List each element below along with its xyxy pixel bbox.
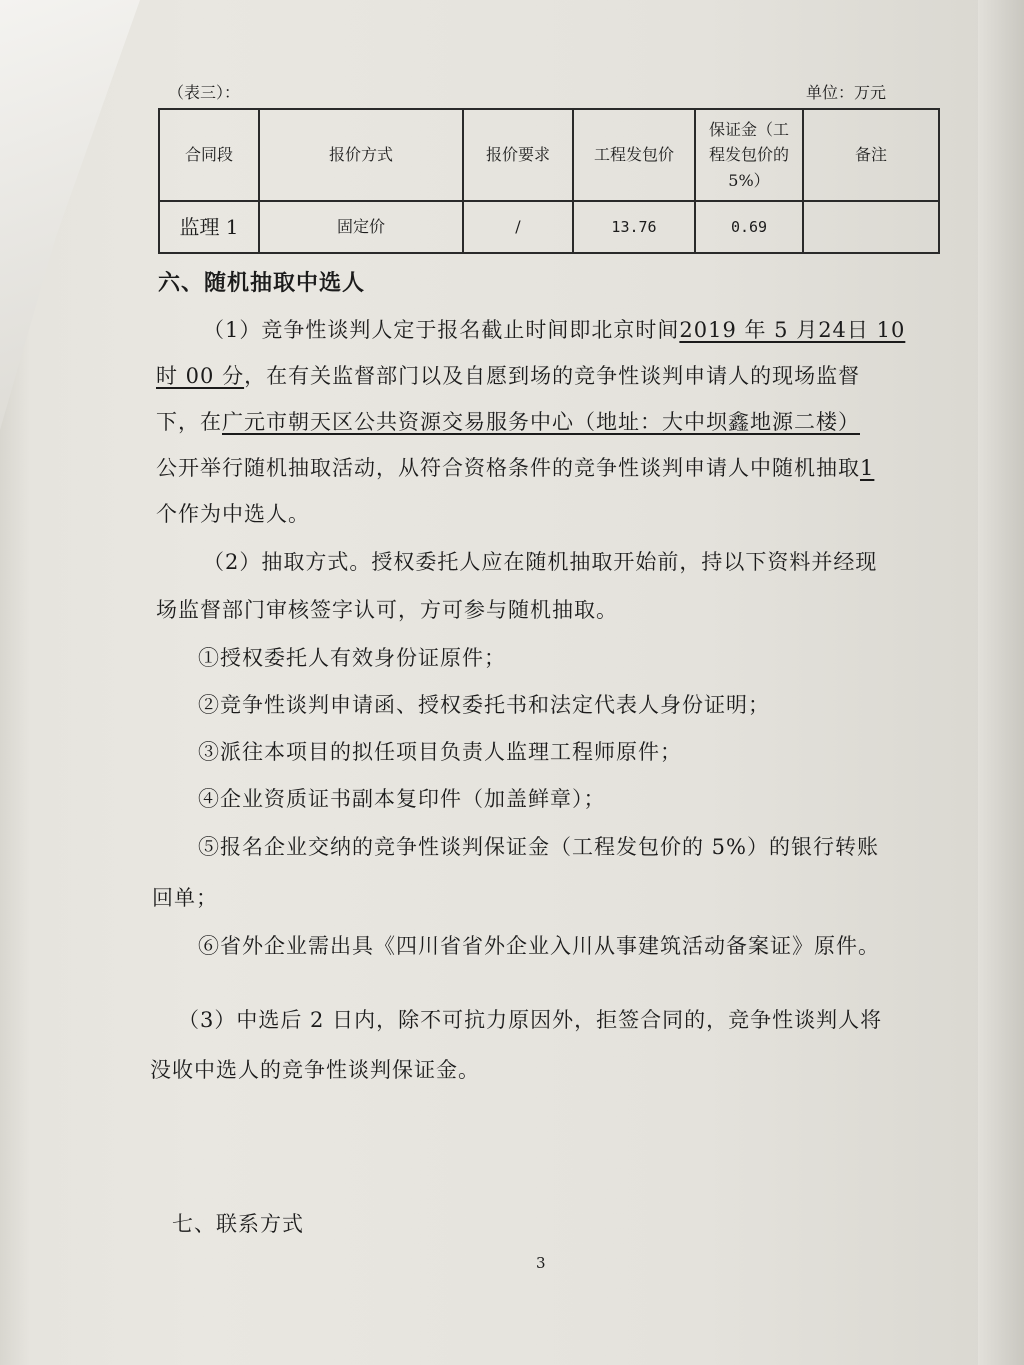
paragraph-text: 公开举行随机抽取活动，从符合资格条件的竞争性谈判申请人中随机抽取 (156, 456, 860, 480)
paragraph-line (156, 360, 1024, 390)
section7-heading: 七、联系方式 (172, 1212, 304, 1236)
header-cell: 工程发包价 (573, 109, 695, 201)
paragraph-line (156, 452, 1024, 482)
paragraph-line (203, 314, 1024, 344)
table-cell: 监理 1 (159, 201, 259, 253)
paragraph-line: （3）中选后 2 日内，除不可抗力原因外，拒签合同的，竞争性谈判人将 (178, 1008, 883, 1032)
header-cell: 报价要求 (463, 109, 573, 201)
price-table (158, 108, 940, 254)
table-cell: 13.76 (573, 201, 695, 253)
list-item: ⑥省外企业需出具《四川省省外企业入川从事建筑活动备案证》原件。 (198, 934, 880, 958)
paragraph-line: 没收中选人的竞争性谈判保证金。 (150, 1058, 480, 1082)
section6-heading: 六、随机抽取中选人 (158, 270, 366, 296)
venue-text: 广元市朝天区公共资源交易服务中心（地址：大中坝鑫地源二楼） (222, 410, 860, 434)
paragraph-text: 下，在 (156, 410, 222, 434)
list-item: ⑤报名企业交纳的竞争性谈判保证金（工程发包价的 5%）的银行转账 (198, 835, 879, 859)
table-cell (803, 201, 939, 253)
table-header-row (159, 109, 939, 201)
table-cell: 固定价 (259, 201, 463, 253)
table-cell: / (463, 201, 573, 253)
list-item: ③派往本项目的拟任项目负责人监理工程师原件； (198, 740, 682, 764)
header-cell: 保证金（工程发包价的 5%） (695, 109, 803, 201)
list-item: ②竞争性谈判申请函、授权委托书和法定代表人身份证明； (198, 693, 770, 717)
date-text: 2019 年 5 月24日 10 (679, 318, 906, 342)
header-cell: 合同段 (159, 109, 259, 201)
table-unit: 单位：万元 (806, 83, 887, 102)
page-number: 3 (536, 1254, 546, 1272)
paragraph-line: 场监督部门审核签字认可，方可参与随机抽取。 (156, 598, 618, 622)
list-item: ④企业资质证书副本复印件（加盖鲜章）； (198, 787, 606, 811)
list-item: 回单； (152, 886, 218, 910)
paragraph-line: （2）抽取方式。授权委托人应在随机抽取开始前，持以下资料并经现 (203, 550, 878, 574)
paragraph-text: （1）竞争性谈判人定于报名截止时间即北京时间 (203, 318, 680, 342)
table-caption: （表三）： (168, 83, 241, 102)
header-cell: 备注 (803, 109, 939, 201)
paragraph-text: ，在有关监督部门以及自愿到场的竞争性谈判申请人的现场监督 (244, 364, 861, 388)
paragraph-line (156, 406, 1024, 436)
time-text: 时 00 分 (156, 364, 245, 388)
table-cell: 0.69 (695, 201, 803, 253)
list-item: ①授权委托人有效身份证原件； (198, 646, 506, 670)
paragraph-line: 个作为中选人。 (156, 502, 310, 526)
header-cell: 报价方式 (259, 109, 463, 201)
count-text: 1 (860, 456, 875, 480)
table-row (159, 201, 939, 253)
